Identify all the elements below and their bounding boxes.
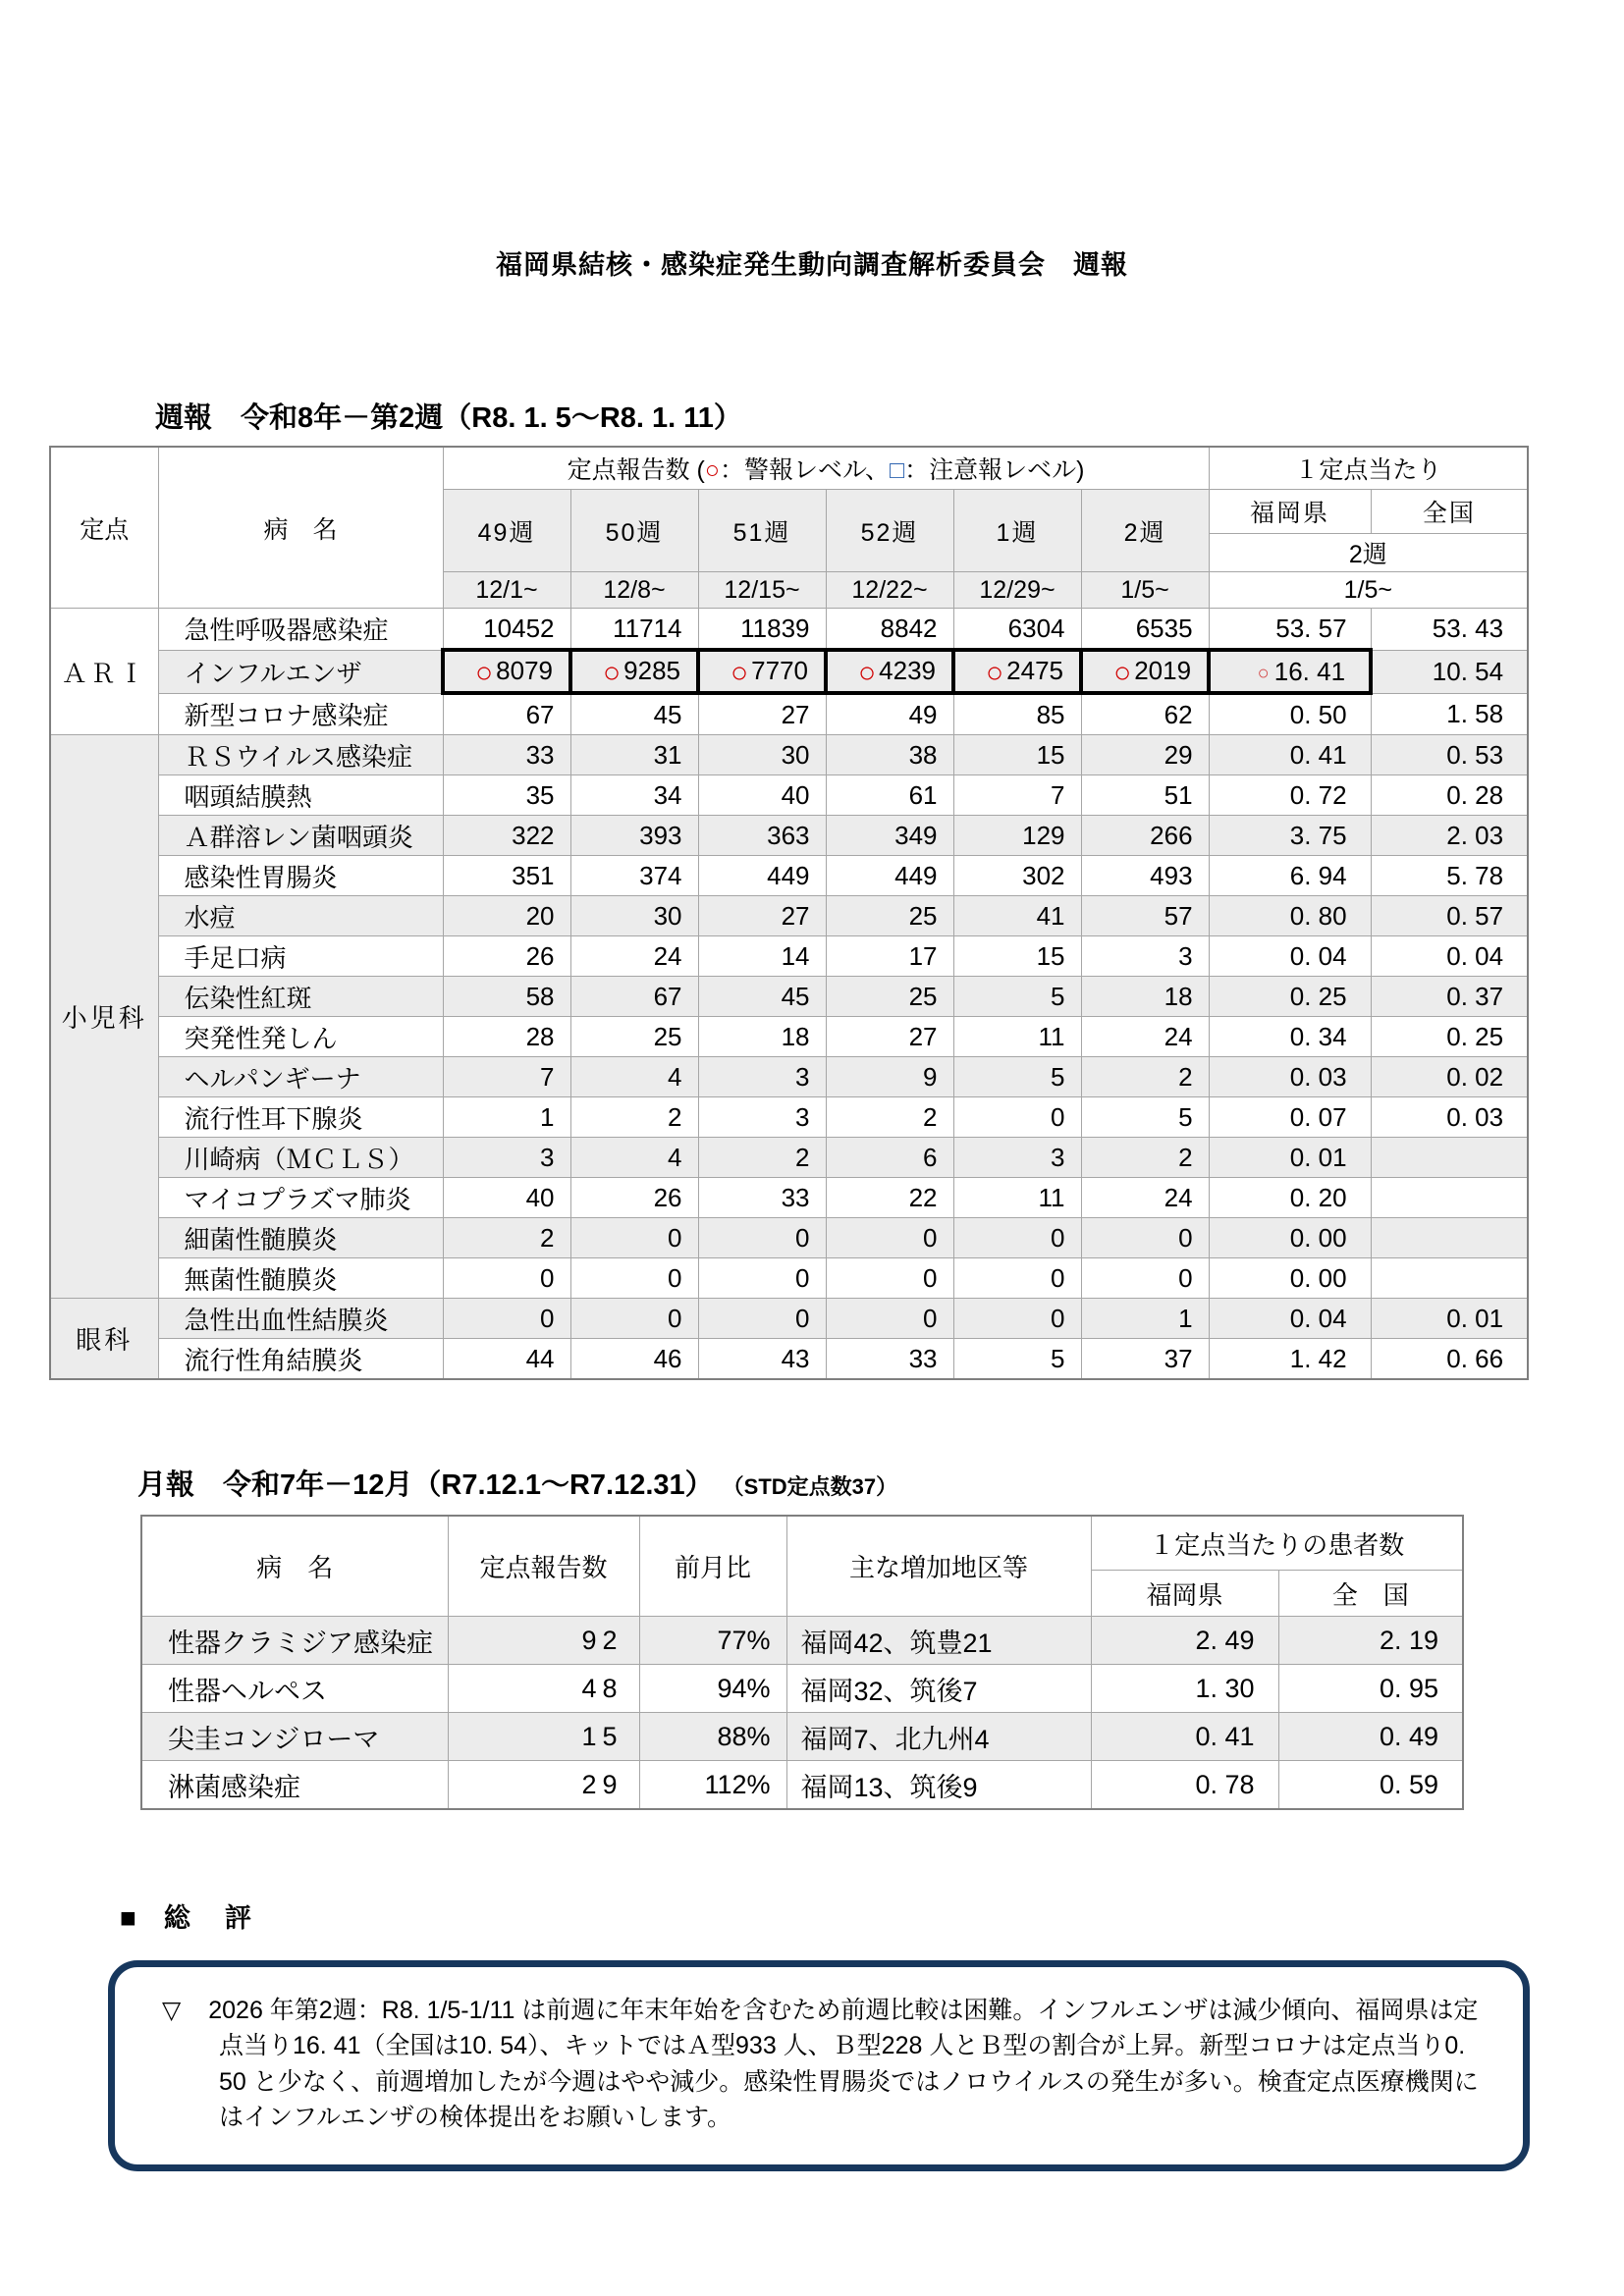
- week-value-cell: ○ 2475: [953, 650, 1081, 693]
- increase-areas-cell: 福岡42、筑豊21: [786, 1617, 1091, 1665]
- disease-name-cell: 新型コロナ感染症: [158, 693, 443, 735]
- disease-name-cell: 無菌性髄膜炎: [158, 1258, 443, 1299]
- caution-square-icon: □: [890, 456, 905, 484]
- week-value-cell: 0: [826, 1218, 953, 1258]
- std-teiten-note: （STD定点数37）: [732, 1474, 898, 1499]
- week-value-cell: 25: [570, 1017, 698, 1057]
- week-value-cell: 5: [1081, 1097, 1209, 1138]
- week-value-cell: 2: [443, 1218, 570, 1258]
- month-ratio-cell: 94%: [639, 1665, 786, 1713]
- week-value-cell: 38: [826, 735, 953, 775]
- fukuoka-rate-cell: 0. 03: [1209, 1057, 1371, 1097]
- week-value-cell: 33: [443, 735, 570, 775]
- week-value-cell: ○ 8079: [443, 650, 570, 693]
- alert-circle-icon: ○: [704, 456, 720, 484]
- disease-name-cell: 流行性角結膜炎: [158, 1339, 443, 1380]
- week-value-cell: 5: [953, 977, 1081, 1017]
- monthly-table: [140, 1515, 1464, 1810]
- week-value-cell: 11839: [698, 609, 826, 651]
- fukuoka-rate-cell: 0. 34: [1209, 1017, 1371, 1057]
- week-value-cell: 62: [1081, 693, 1209, 735]
- week-value-cell: 31: [570, 735, 698, 775]
- week-value-cell: 25: [826, 896, 953, 936]
- disease-name-cell: 尖圭コンジローマ: [141, 1713, 448, 1761]
- disease-name-cell: ヘルパンギーナ: [158, 1057, 443, 1097]
- week-value-cell: 30: [698, 735, 826, 775]
- table-row: [50, 1258, 1528, 1299]
- alert-circle-icon: ○: [731, 656, 749, 689]
- national-rate-cell: 5. 78: [1371, 856, 1528, 896]
- table-row: [50, 1178, 1528, 1218]
- week-value-cell: 67: [570, 977, 698, 1017]
- week-value-cell: 35: [443, 775, 570, 816]
- week-value-cell: 6: [826, 1138, 953, 1178]
- per-teiten-date-range: 1/5~: [1209, 572, 1528, 609]
- col-header-week-52: 52週: [826, 490, 953, 572]
- national-rate-cell: 10. 54: [1371, 650, 1528, 693]
- week-value-cell: 61: [826, 775, 953, 816]
- week-value-cell: 2: [570, 1097, 698, 1138]
- week-value-cell: 67: [443, 693, 570, 735]
- table-row: [50, 735, 1528, 775]
- week-value-cell: 34: [570, 775, 698, 816]
- week-value-cell: 0: [698, 1258, 826, 1299]
- week-value-cell: 6304: [953, 609, 1081, 651]
- national-rate-cell: 1. 58: [1371, 693, 1528, 735]
- week-value-cell: 3: [443, 1138, 570, 1178]
- week-value-cell: 5: [953, 1339, 1081, 1380]
- col-header-week-2: 2週: [1081, 490, 1209, 572]
- week-value-cell: 27: [826, 1017, 953, 1057]
- national-rate-cell: 0. 03: [1371, 1097, 1528, 1138]
- fukuoka-rate-cell: 0. 04: [1209, 1299, 1371, 1339]
- disease-name-cell: 水痘: [158, 896, 443, 936]
- category-cell: 小児科: [50, 735, 158, 1299]
- week-value-cell: 11714: [570, 609, 698, 651]
- week-value-cell: 45: [570, 693, 698, 735]
- monthly-col-per-teiten: １定点当たりの患者数: [1091, 1516, 1463, 1571]
- week-value-cell: 351: [443, 856, 570, 896]
- report-group-alert-label: ：警報レベル、: [720, 456, 891, 484]
- week-value-cell: ○ 9285: [570, 650, 698, 693]
- monthly-report-heading: [137, 1463, 1624, 1503]
- disease-name-cell: 細菌性髄膜炎: [158, 1218, 443, 1258]
- col-header-disease: 病 名: [158, 447, 443, 609]
- week-value-cell: 6535: [1081, 609, 1209, 651]
- col-header-teiten: 定点: [50, 447, 158, 609]
- week-value-cell: 449: [698, 856, 826, 896]
- weekly-table: [49, 446, 1529, 1380]
- week-value-cell: 4: [570, 1138, 698, 1178]
- disease-name-cell: 流行性耳下腺炎: [158, 1097, 443, 1138]
- header-row-groups: [50, 447, 1528, 490]
- per-teiten-week-label: 2週: [1209, 534, 1528, 572]
- monthly-table-header: [141, 1516, 1463, 1617]
- date-range-49: 12/1~: [443, 572, 570, 609]
- monthly-col-ratio: 前月比: [639, 1516, 786, 1617]
- week-value-cell: 3: [1081, 936, 1209, 977]
- week-value-cell: 37: [1081, 1339, 1209, 1380]
- week-value-cell: 24: [570, 936, 698, 977]
- week-value-cell: 15: [953, 936, 1081, 977]
- week-value-cell: 374: [570, 856, 698, 896]
- table-row: [141, 1617, 1463, 1665]
- col-header-week-1: 1週: [953, 490, 1081, 572]
- col-header-week-49: 49週: [443, 490, 570, 572]
- table-row: [50, 977, 1528, 1017]
- col-header-week-51: 51週: [698, 490, 826, 572]
- table-row: [50, 1057, 1528, 1097]
- fukuoka-rate-cell: 1. 42: [1209, 1339, 1371, 1380]
- fukuoka-rate-cell: 3. 75: [1209, 816, 1371, 856]
- fukuoka-rate-cell: 6. 94: [1209, 856, 1371, 896]
- week-value-cell: 33: [698, 1178, 826, 1218]
- national-rate-cell: 0. 37: [1371, 977, 1528, 1017]
- week-value-cell: ○ 2019: [1081, 650, 1209, 693]
- week-value-cell: 363: [698, 816, 826, 856]
- date-range-51: 12/15~: [698, 572, 826, 609]
- week-value-cell: 24: [1081, 1017, 1209, 1057]
- fukuoka-rate-cell: 0. 00: [1209, 1258, 1371, 1299]
- weekly-table-body: [50, 609, 1528, 1380]
- week-value-cell: 26: [443, 936, 570, 977]
- week-value-cell: 9: [826, 1057, 953, 1097]
- month-ratio-cell: 112%: [639, 1761, 786, 1810]
- alert-circle-icon: ○: [603, 656, 622, 689]
- week-value-cell: 33: [826, 1339, 953, 1380]
- col-header-fukuoka: 福岡県: [1209, 490, 1371, 534]
- week-value-cell: 18: [1081, 977, 1209, 1017]
- disease-name-cell: ＲＳウイルス感染症: [158, 735, 443, 775]
- week-value-cell: 40: [698, 775, 826, 816]
- week-value-cell: ○ 4239: [826, 650, 953, 693]
- week-value-cell: 0: [698, 1218, 826, 1258]
- col-header-national: 全国: [1371, 490, 1528, 534]
- disease-name-cell: マイコプラズマ肺炎: [158, 1178, 443, 1218]
- fukuoka-rate-cell: 1. 30: [1091, 1665, 1278, 1713]
- national-rate-cell: 0. 04: [1371, 936, 1528, 977]
- fukuoka-rate-cell: 0. 20: [1209, 1178, 1371, 1218]
- week-value-cell: 1: [443, 1097, 570, 1138]
- national-rate-cell: 0. 25: [1371, 1017, 1528, 1057]
- week-value-cell: 2: [1081, 1057, 1209, 1097]
- table-row: [141, 1713, 1463, 1761]
- alert-circle-icon: ○: [1257, 662, 1270, 684]
- week-value-cell: 129: [953, 816, 1081, 856]
- fukuoka-rate-cell: 0. 25: [1209, 977, 1371, 1017]
- fukuoka-rate-cell: 0. 72: [1209, 775, 1371, 816]
- week-value-cell: 0: [1081, 1258, 1209, 1299]
- table-row: [50, 1138, 1528, 1178]
- week-value-cell: 27: [698, 896, 826, 936]
- week-value-cell: 349: [826, 816, 953, 856]
- table-row: [141, 1665, 1463, 1713]
- week-value-cell: 266: [1081, 816, 1209, 856]
- disease-name-cell: 伝染性紅斑: [158, 977, 443, 1017]
- week-value-cell: 14: [698, 936, 826, 977]
- fukuoka-rate-cell: ○ 16. 41: [1209, 650, 1371, 693]
- report-count-cell: 92: [448, 1617, 639, 1665]
- date-range-2: 1/5~: [1081, 572, 1209, 609]
- week-value-cell: 41: [953, 896, 1081, 936]
- disease-name-cell: 川崎病（ＭＣＬＳ）: [158, 1138, 443, 1178]
- week-value-cell: 49: [826, 693, 953, 735]
- table-row: [50, 1097, 1528, 1138]
- week-value-cell: 0: [698, 1299, 826, 1339]
- col-header-week-50: 50週: [570, 490, 698, 572]
- monthly-col-national: 全 国: [1278, 1571, 1463, 1617]
- week-value-cell: 28: [443, 1017, 570, 1057]
- col-header-per-teiten: １定点当たり: [1209, 447, 1528, 490]
- week-value-cell: 85: [953, 693, 1081, 735]
- week-value-cell: 57: [1081, 896, 1209, 936]
- date-range-50: 12/8~: [570, 572, 698, 609]
- weekly-report-heading: 週報 令和8年－第2週（R8. 1. 5～R8. 1. 11）: [155, 402, 742, 434]
- week-value-cell: 26: [570, 1178, 698, 1218]
- week-value-cell: 449: [826, 856, 953, 896]
- disease-name-cell: Ａ群溶レン菌咽頭炎: [158, 816, 443, 856]
- increase-areas-cell: 福岡7、北九州4: [786, 1713, 1091, 1761]
- week-value-cell: 29: [1081, 735, 1209, 775]
- week-value-cell: 0: [443, 1299, 570, 1339]
- week-value-cell: 2: [698, 1138, 826, 1178]
- week-value-cell: 3: [698, 1057, 826, 1097]
- week-value-cell: 43: [698, 1339, 826, 1380]
- fukuoka-rate-cell: 0. 41: [1091, 1713, 1278, 1761]
- fukuoka-rate-cell: 2. 49: [1091, 1617, 1278, 1665]
- week-value-cell: 30: [570, 896, 698, 936]
- week-value-cell: 51: [1081, 775, 1209, 816]
- summary-box: [108, 1960, 1530, 2171]
- week-value-cell: 0: [953, 1258, 1081, 1299]
- national-rate-cell: 0. 59: [1278, 1761, 1463, 1810]
- national-rate-cell: 0. 53: [1371, 735, 1528, 775]
- week-value-cell: ○ 7770: [698, 650, 826, 693]
- report-count-cell: 15: [448, 1713, 639, 1761]
- disease-name-cell: 手足口病: [158, 936, 443, 977]
- national-rate-cell: 0. 01: [1371, 1299, 1528, 1339]
- week-value-cell: 2: [826, 1097, 953, 1138]
- fukuoka-rate-cell: 0. 80: [1209, 896, 1371, 936]
- national-rate-cell: 2. 19: [1278, 1617, 1463, 1665]
- square-bullet-icon: ■: [120, 1902, 140, 1933]
- disease-name-cell: インフルエンザ: [158, 650, 443, 693]
- table-row: [50, 650, 1528, 693]
- table-row: [50, 693, 1528, 735]
- monthly-table-body: [141, 1617, 1463, 1810]
- national-rate-cell: [1371, 1178, 1528, 1218]
- week-value-cell: 2: [1081, 1138, 1209, 1178]
- alert-circle-icon: ○: [475, 656, 494, 689]
- report-group-prefix: 定点報告数 (: [567, 456, 705, 484]
- disease-name-cell: 性器ヘルペス: [141, 1665, 448, 1713]
- week-value-cell: 27: [698, 693, 826, 735]
- fukuoka-rate-cell: 0. 78: [1091, 1761, 1278, 1810]
- monthly-col-fukuoka: 福岡県: [1091, 1571, 1278, 1617]
- table-row: [141, 1761, 1463, 1810]
- week-value-cell: 0: [443, 1258, 570, 1299]
- monthly-col-count: 定点報告数: [448, 1516, 639, 1617]
- table-row: [50, 896, 1528, 936]
- table-row: [50, 1218, 1528, 1258]
- triangle-marker-icon: ▽: [162, 1997, 182, 2024]
- summary-text: [162, 1993, 1482, 2135]
- week-value-cell: 0: [953, 1218, 1081, 1258]
- month-ratio-cell: 88%: [639, 1713, 786, 1761]
- table-row: [50, 936, 1528, 977]
- national-rate-cell: 0. 28: [1371, 775, 1528, 816]
- fukuoka-rate-cell: 0. 50: [1209, 693, 1371, 735]
- table-row: [50, 816, 1528, 856]
- monthly-col-areas: 主な増加地区等: [786, 1516, 1091, 1617]
- national-rate-cell: 0. 57: [1371, 896, 1528, 936]
- week-value-cell: 0: [570, 1258, 698, 1299]
- disease-name-cell: 淋菌感染症: [141, 1761, 448, 1810]
- week-value-cell: 0: [826, 1258, 953, 1299]
- disease-name-cell: 感染性胃腸炎: [158, 856, 443, 896]
- disease-name-cell: 咽頭結膜熱: [158, 775, 443, 816]
- fukuoka-rate-cell: 0. 07: [1209, 1097, 1371, 1138]
- disease-name-cell: 突発性発しん: [158, 1017, 443, 1057]
- report-count-cell: 48: [448, 1665, 639, 1713]
- week-value-cell: 0: [1081, 1218, 1209, 1258]
- alert-circle-icon: ○: [858, 656, 877, 689]
- category-cell: 眼科: [50, 1299, 158, 1380]
- increase-areas-cell: 福岡13、筑後9: [786, 1761, 1091, 1810]
- table-row: [50, 1299, 1528, 1339]
- national-rate-cell: 0. 66: [1371, 1339, 1528, 1380]
- disease-name-cell: 急性出血性結膜炎: [158, 1299, 443, 1339]
- table-row: [50, 609, 1528, 651]
- week-value-cell: 302: [953, 856, 1081, 896]
- week-value-cell: 15: [953, 735, 1081, 775]
- fukuoka-rate-cell: 0. 01: [1209, 1138, 1371, 1178]
- fukuoka-rate-cell: 0. 04: [1209, 936, 1371, 977]
- date-range-1: 12/29~: [953, 572, 1081, 609]
- fukuoka-rate-cell: 0. 41: [1209, 735, 1371, 775]
- week-value-cell: 20: [443, 896, 570, 936]
- national-rate-cell: 0. 95: [1278, 1665, 1463, 1713]
- week-value-cell: 46: [570, 1339, 698, 1380]
- week-value-cell: 0: [570, 1299, 698, 1339]
- week-value-cell: 5: [953, 1057, 1081, 1097]
- week-value-cell: 1: [1081, 1299, 1209, 1339]
- monthly-heading-text: 月報 令和7年－12月（R7.12.1～R7.12.31）: [137, 1469, 714, 1501]
- week-value-cell: 0: [953, 1299, 1081, 1339]
- week-value-cell: 44: [443, 1339, 570, 1380]
- monthly-header-row-1: [141, 1516, 1463, 1571]
- week-value-cell: 393: [570, 816, 698, 856]
- national-rate-cell: [1371, 1138, 1528, 1178]
- alert-circle-icon: ○: [986, 656, 1004, 689]
- col-header-report-group: [443, 447, 1209, 490]
- report-group-caution-label: ：注意報レベル): [904, 456, 1085, 484]
- week-value-cell: 40: [443, 1178, 570, 1218]
- week-value-cell: 3: [698, 1097, 826, 1138]
- week-value-cell: 7: [443, 1057, 570, 1097]
- week-value-cell: 10452: [443, 609, 570, 651]
- week-value-cell: 11: [953, 1017, 1081, 1057]
- national-rate-cell: 2. 03: [1371, 816, 1528, 856]
- national-rate-cell: 0. 49: [1278, 1713, 1463, 1761]
- disease-name-cell: 性器クラミジア感染症: [141, 1617, 448, 1665]
- week-value-cell: 0: [570, 1218, 698, 1258]
- table-row: [50, 1017, 1528, 1057]
- date-range-52: 12/22~: [826, 572, 953, 609]
- monthly-col-disease: 病 名: [141, 1516, 448, 1617]
- disease-name-cell: 急性呼吸器感染症: [158, 609, 443, 651]
- alert-circle-icon: ○: [1113, 656, 1132, 689]
- week-value-cell: 24: [1081, 1178, 1209, 1218]
- summary-body-text: 2026 年第2週：R8. 1/5-1/11 は前週に年末年始を含むため前週比較は困難。インフルエンザは減少傾向、福岡県は定点当り16. 41（全国は10. 54）、キットではＡ型933 人、Ｂ型228 人とＢ型の割合が上昇。新型コロナは定点当り0. 50 と少なく、前週増加したが今週はやや減少。感染性胃腸炎ではノロウイルスの発生が多い。検査定点医療機関にはインフルエンザの検体提出をお願いします。: [208, 1997, 1479, 2131]
- summary-heading-label: 総 評: [163, 1903, 255, 1933]
- week-value-cell: 7: [953, 775, 1081, 816]
- week-value-cell: 22: [826, 1178, 953, 1218]
- week-value-cell: 11: [953, 1178, 1081, 1218]
- increase-areas-cell: 福岡32、筑後7: [786, 1665, 1091, 1713]
- fukuoka-rate-cell: 0. 00: [1209, 1218, 1371, 1258]
- national-rate-cell: 53. 43: [1371, 609, 1528, 651]
- week-value-cell: 4: [570, 1057, 698, 1097]
- table-row: [50, 775, 1528, 816]
- week-value-cell: 17: [826, 936, 953, 977]
- national-rate-cell: [1371, 1218, 1528, 1258]
- summary-heading: [120, 1896, 1624, 1935]
- table-row: [50, 1339, 1528, 1380]
- week-value-cell: 0: [826, 1299, 953, 1339]
- week-value-cell: 0: [953, 1097, 1081, 1138]
- category-cell: ＡＲＩ: [50, 609, 158, 735]
- national-rate-cell: 0. 02: [1371, 1057, 1528, 1097]
- week-value-cell: 25: [826, 977, 953, 1017]
- weekly-table-header: [50, 447, 1528, 609]
- week-value-cell: 3: [953, 1138, 1081, 1178]
- month-ratio-cell: 77%: [639, 1617, 786, 1665]
- week-value-cell: 8842: [826, 609, 953, 651]
- fukuoka-rate-cell: 53. 57: [1209, 609, 1371, 651]
- page-title: 福岡県結核・感染症発生動向調査解析委員会 週報: [496, 250, 1128, 280]
- week-value-cell: 493: [1081, 856, 1209, 896]
- table-row: [50, 856, 1528, 896]
- week-value-cell: 58: [443, 977, 570, 1017]
- week-value-cell: 322: [443, 816, 570, 856]
- report-count-cell: 29: [448, 1761, 639, 1810]
- week-value-cell: 18: [698, 1017, 826, 1057]
- week-value-cell: 45: [698, 977, 826, 1017]
- national-rate-cell: [1371, 1258, 1528, 1299]
